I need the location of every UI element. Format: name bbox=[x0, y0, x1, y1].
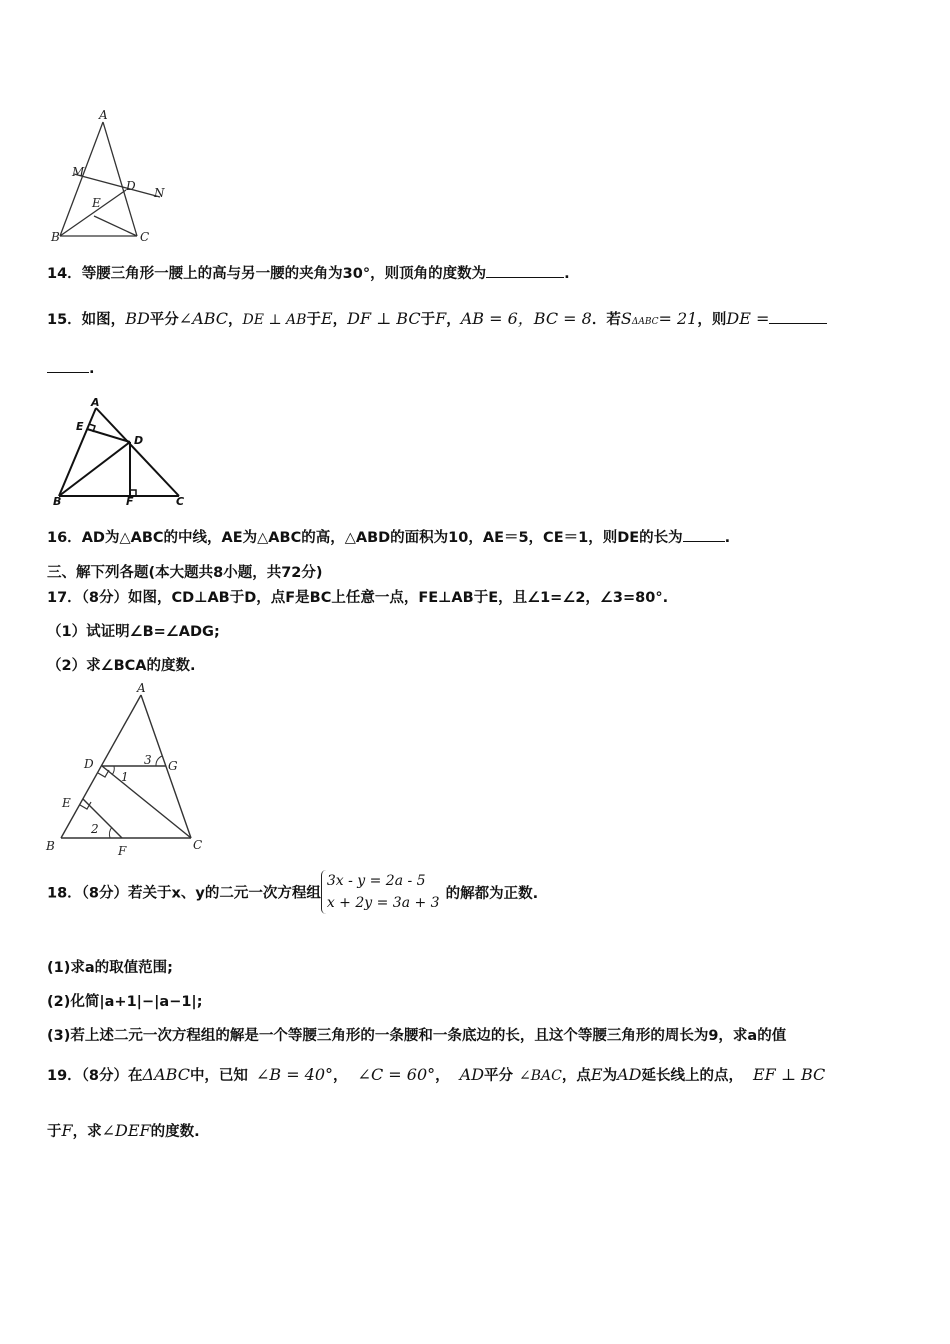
question-18-part-2: (2)化简|a+1|−|a−1|; bbox=[47, 994, 203, 1010]
question-18: 18．（8分）若关于x、y的二元一次方程组3x - y = 2a - 5 x + 2y = 3a + 3的解都为正数. bbox=[47, 870, 538, 914]
question-16: 16．AD为△ABC的中线，AE为△ABC的高，△ABD的面积为10，AE＝5，CE＝1，则DE的长为 . bbox=[47, 530, 731, 546]
question-18-part-1: (1)求a的取值范围; bbox=[47, 960, 173, 976]
question-15: 15．如图，BD平分∠ABC，DE ⊥ AB于E，DF ⊥ BC于F，AB = 6，BC = 8．若SΔABC= 21，则DE = bbox=[47, 306, 827, 329]
label-G: G bbox=[168, 759, 178, 773]
label-B: B bbox=[46, 839, 55, 853]
label-C: C bbox=[176, 495, 185, 508]
equation-system: 3x - y = 2a - 5 x + 2y = 3a + 3 bbox=[321, 870, 440, 914]
question-17-part-1: （1）试证明∠B=∠ADG; bbox=[47, 624, 220, 640]
label-1: 1 bbox=[121, 770, 129, 784]
figure-q15 bbox=[48, 396, 193, 508]
label-N: N bbox=[154, 186, 165, 200]
question-19: 19．（8分）在ΔABC中，已知 ∠B = 40°， ∠C = 60°， AD平分 ∠BAC，点E为AD延长线上的点， EF ⊥ BC bbox=[47, 1065, 826, 1084]
label-D: D bbox=[134, 434, 144, 447]
label-D: D bbox=[84, 757, 94, 771]
label-B: B bbox=[53, 495, 62, 508]
section-heading: 三、解下列各题(本大题共8小题，共72分) bbox=[47, 565, 323, 581]
label-3: 3 bbox=[144, 753, 152, 767]
answer-blank-cont bbox=[47, 360, 89, 373]
figure-q17 bbox=[40, 680, 220, 860]
label-B: B bbox=[51, 230, 60, 244]
label-M: M bbox=[72, 165, 85, 179]
label-E: E bbox=[62, 796, 71, 810]
question-17-part-2: （2）求∠BCA的度数. bbox=[47, 658, 196, 674]
label-A: A bbox=[99, 108, 108, 122]
label-F: F bbox=[118, 844, 127, 858]
label-A: A bbox=[91, 396, 100, 409]
label-E: E bbox=[92, 196, 101, 210]
label-D: D bbox=[126, 179, 136, 193]
label-E: E bbox=[76, 420, 84, 433]
answer-blank bbox=[769, 311, 827, 324]
question-18-part-3: (3)若上述二元一次方程组的解是一个等腰三角形的一条腰和一条底边的长，且这个等腰三角形的周长为9，求a的值 bbox=[47, 1028, 787, 1044]
answer-blank bbox=[486, 265, 564, 278]
question-15-cont: . bbox=[47, 360, 95, 377]
label-2: 2 bbox=[91, 822, 99, 836]
question-19-cont: 于F，求∠DEF的度数. bbox=[47, 1121, 200, 1140]
label-C: C bbox=[140, 230, 150, 244]
question-14: 14．等腰三角形一腰上的高与另一腰的夹角为30°，则顶角的度数为 . bbox=[47, 266, 570, 282]
figure-q14 bbox=[50, 108, 175, 248]
label-C: C bbox=[193, 838, 203, 852]
question-17: 17．（8分）如图，CD⊥AB于D，点F是BC上任意一点，FE⊥AB于E，且∠1=∠2，∠3=80°. bbox=[47, 590, 669, 606]
answer-blank bbox=[683, 529, 725, 542]
label-A: A bbox=[137, 681, 146, 695]
label-F: F bbox=[126, 495, 134, 508]
